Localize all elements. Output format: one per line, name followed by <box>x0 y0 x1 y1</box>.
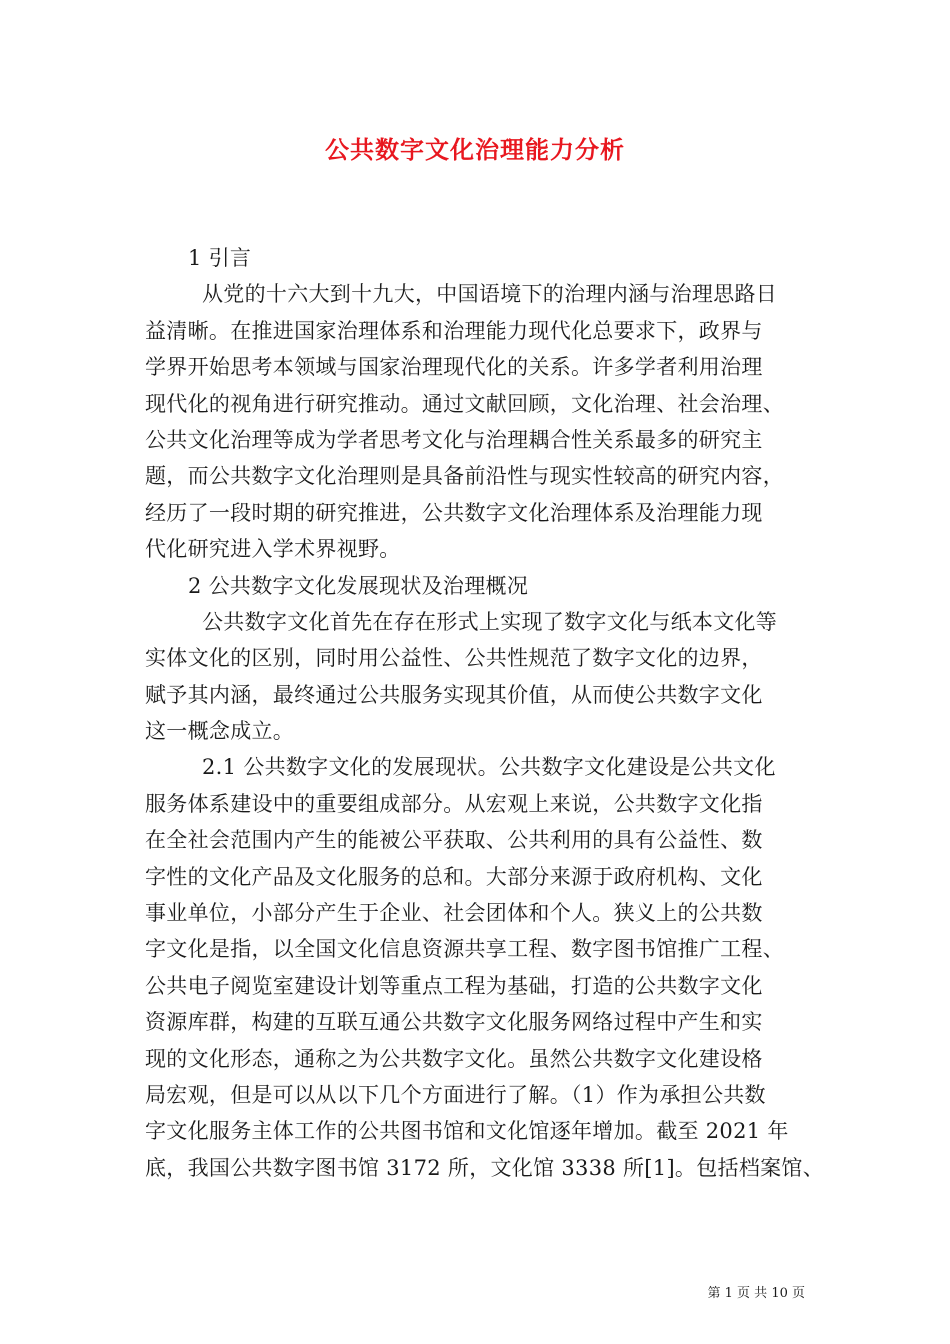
text-line: 代化研究进入学术界视野。 <box>145 537 401 562</box>
text-line: 经历了一段时期的研究推进，公共数字文化治理体系及治理能力现 <box>145 500 763 525</box>
text-line: 赋予其内涵，最终通过公共服务实现其价值，从而使公共数字文化 <box>145 682 763 707</box>
text-line: 现代化的视角进行研究推动。通过文献回顾，文化治理、社会治理、 <box>145 391 784 416</box>
text-line: 公共电子阅览室建设计划等重点工程为基础，打造的公共数字文化 <box>145 973 763 998</box>
text-line: 在全社会范围内产生的能被公平获取、公共利用的具有公益性、数 <box>145 828 763 853</box>
text-line: 服务体系建设中的重要组成部分。从宏观上来说，公共数字文化指 <box>145 791 763 816</box>
text-line: 2 公共数字文化发展现状及治理概况 <box>188 573 529 598</box>
text-line: 这一概念成立。 <box>145 719 295 744</box>
text-line: 字文化服务主体工作的公共图书馆和文化馆逐年增加。截至 2021 年 <box>145 1119 789 1144</box>
page-number: 第 1 页 共 10 页 <box>707 1286 805 1301</box>
text-line: 底，我国公共数字图书馆 3172 所，文化馆 3338 所[1]。包括档案馆、 <box>145 1155 825 1180</box>
text-line: 实体文化的区别，同时用公益性、公共性规范了数字文化的边界， <box>145 646 763 671</box>
text-line: 益清晰。在推进国家治理体系和治理能力现代化总要求下，政界与 <box>145 318 763 343</box>
text-line: 公共数字文化首先在存在形式上实现了数字文化与纸本文化等 <box>202 609 778 634</box>
text-line: 学界开始思考本领域与国家治理现代化的关系。许多学者利用治理 <box>145 355 763 380</box>
text-line: 局宏观，但是可以从以下几个方面进行了解。（1）作为承担公共数 <box>145 1082 766 1107</box>
text-line: 从党的十六大到十九大，中国语境下的治理内涵与治理思路日 <box>202 282 778 307</box>
document-body <box>145 240 825 1186</box>
text-line: 1 引言 <box>188 246 252 270</box>
text-line: 2.1 公共数字文化的发展现状。公共数字文化建设是公共文化 <box>202 755 776 780</box>
document-title: 公共数字文化治理能力分析 <box>325 135 625 164</box>
text-line: 字性的文化产品及文化服务的总和。大部分来源于政府机构、文化 <box>145 864 763 889</box>
text-line: 现的文化形态，通称之为公共数字文化。虽然公共数字文化建设格 <box>145 1046 763 1071</box>
text-line: 公共文化治理等成为学者思考文化与治理耦合性关系最多的研究主 <box>145 427 763 452</box>
text-line: 字文化是指，以全国文化信息资源共享工程、数字图书馆推广工程、 <box>145 937 784 962</box>
text-line: 题，而公共数字文化治理则是具备前沿性与现实性较高的研究内容， <box>145 464 784 489</box>
text-line: 资源库群，构建的互联互通公共数字文化服务网络过程中产生和实 <box>145 1010 763 1035</box>
text-line: 事业单位，小部分产生于企业、社会团体和个人。狭义上的公共数 <box>145 901 763 926</box>
